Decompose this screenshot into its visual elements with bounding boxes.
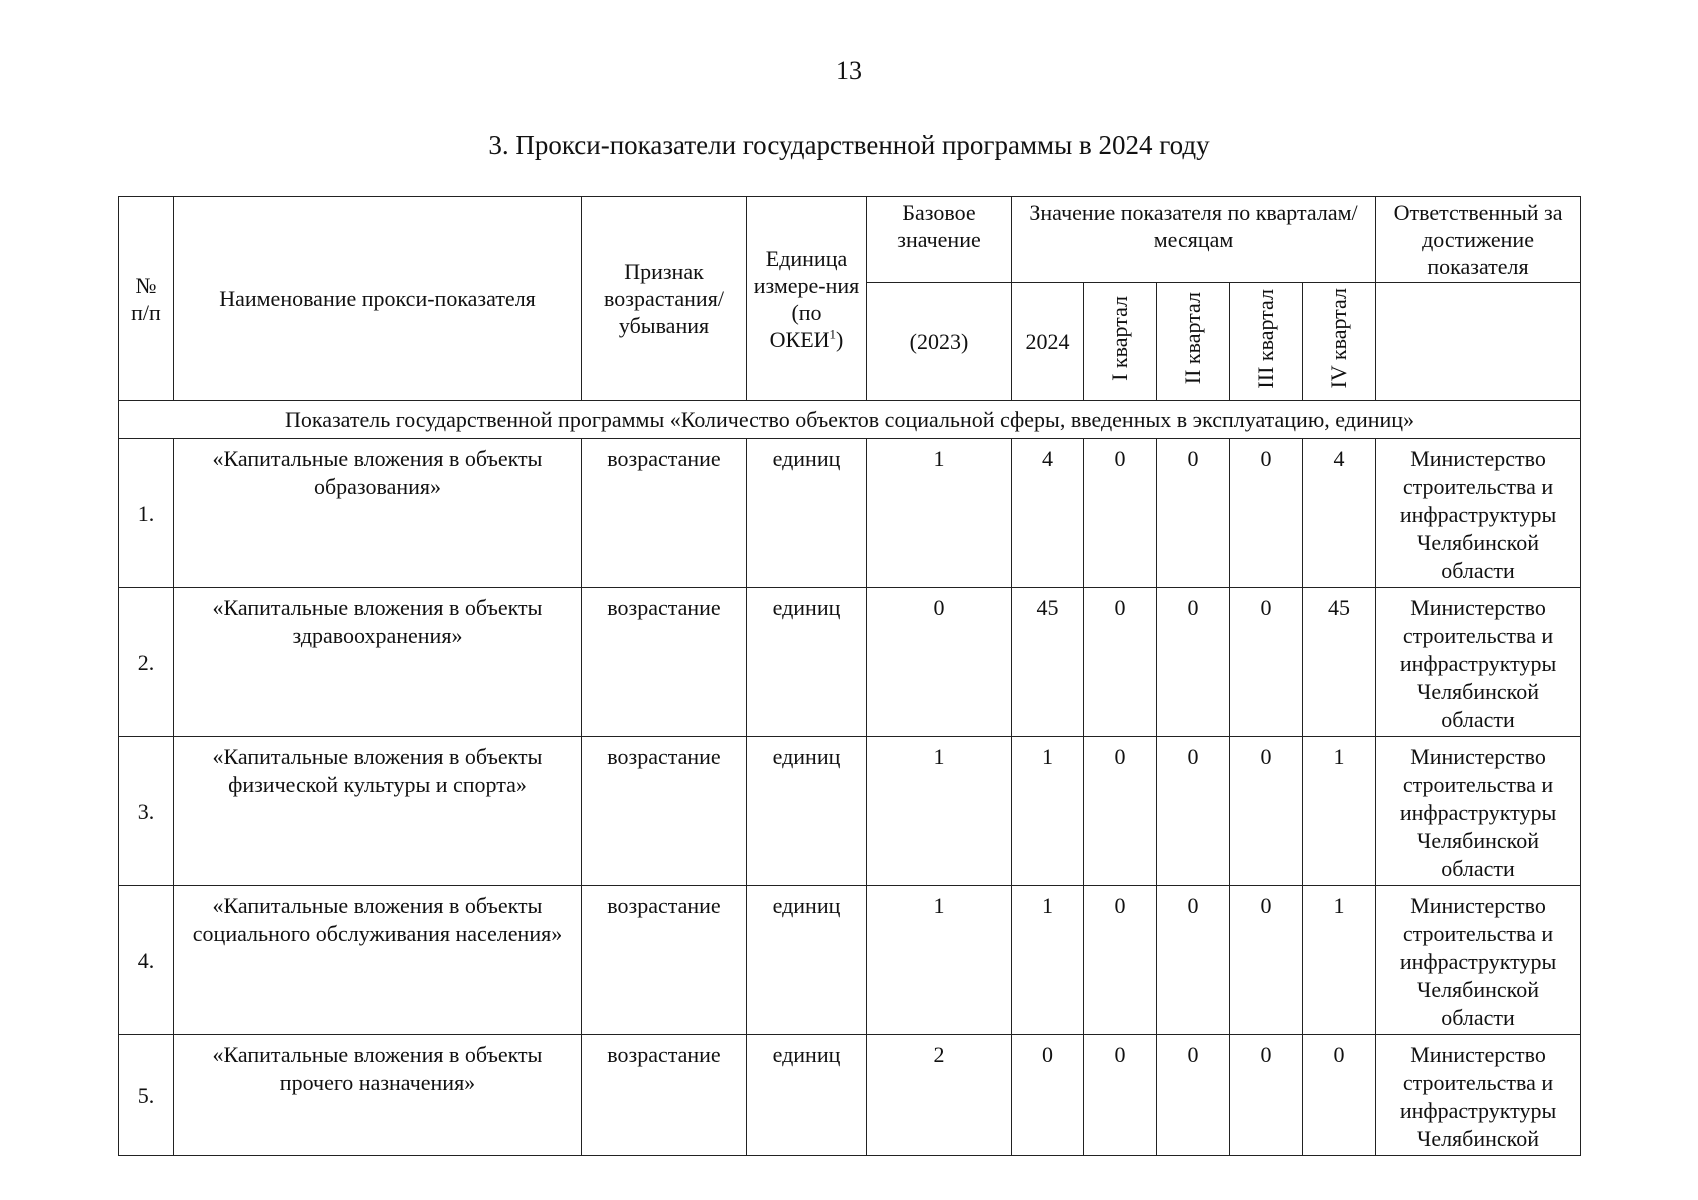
header-num: № п/п <box>119 197 174 401</box>
row-trend: возрастание <box>582 439 747 588</box>
row-q1: 0 <box>1084 886 1157 1035</box>
row-base: 1 <box>867 886 1012 1035</box>
header-q4-label: IV квартал <box>1326 288 1352 389</box>
row-num: 1. <box>119 439 174 588</box>
row-num: 4. <box>119 886 174 1035</box>
row-q2: 0 <box>1157 588 1230 737</box>
header-year: 2024 <box>1012 283 1084 401</box>
row-q3: 0 <box>1230 1035 1303 1156</box>
page-number: 13 <box>836 56 862 85</box>
header-unit-text: Единица измере-ния (по ОКЕИ <box>753 245 860 352</box>
row-responsible <box>1376 886 1581 1035</box>
row-q2: 0 <box>1157 439 1230 588</box>
header-name: Наименование прокси-показателя <box>174 197 582 401</box>
row-unit: единиц <box>747 886 867 1035</box>
row-unit: единиц <box>747 1035 867 1156</box>
row-name <box>174 886 582 1035</box>
row-base: 2 <box>867 1035 1012 1156</box>
row-base: 0 <box>867 588 1012 737</box>
row-q2: 0 <box>1157 1035 1230 1156</box>
row-trend: возрастание <box>582 588 747 737</box>
table-row <box>119 886 1581 1035</box>
row-q1: 0 <box>1084 737 1157 886</box>
row-unit: единиц <box>747 588 867 737</box>
header-unit-footnote: 1 <box>829 326 837 342</box>
row-trend: возрастание <box>582 886 747 1035</box>
row-q1: 0 <box>1084 439 1157 588</box>
row-year: 0 <box>1012 1035 1084 1156</box>
section-title: 3. Прокси-показатели государственной программы в 2024 году <box>488 130 1210 160</box>
header-trend: Признак возрастания/ убывания <box>582 197 747 401</box>
row-year: 45 <box>1012 588 1084 737</box>
row-q2: 0 <box>1157 886 1230 1035</box>
row-q1: 0 <box>1084 1035 1157 1156</box>
proxy-indicators-table <box>118 196 1581 1156</box>
row-name-text: «Капитальные вложения в объекты социального обслуживания населения» <box>192 893 563 946</box>
header-q1-label: I квартал <box>1107 296 1132 381</box>
row-num: 2. <box>119 588 174 737</box>
row-responsible-text: Министерство строительства и инфраструктуры Челябинской <box>1399 1042 1557 1151</box>
table-row <box>119 737 1581 886</box>
section-row <box>119 401 1581 439</box>
row-base: 1 <box>867 737 1012 886</box>
row-responsible-text: Министерство строительства и инфраструктуры Челябинской области <box>1399 893 1557 1030</box>
header-base: Базовое значение <box>867 197 1012 283</box>
row-name <box>174 588 582 737</box>
row-num: 3. <box>119 737 174 886</box>
row-q3: 0 <box>1230 737 1303 886</box>
row-q3: 0 <box>1230 439 1303 588</box>
row-name <box>174 1035 582 1156</box>
row-year: 1 <box>1012 737 1084 886</box>
header-base-year: (2023) <box>867 283 1012 401</box>
header-responsible-empty <box>1376 283 1581 401</box>
row-q4: 4 <box>1303 439 1376 588</box>
row-name <box>174 439 582 588</box>
row-responsible-text: Министерство строительства и инфраструктуры Челябинской области <box>1399 744 1557 881</box>
row-responsible-text: Министерство строительства и инфраструктуры Челябинской области <box>1399 446 1557 583</box>
table-row <box>119 439 1581 588</box>
row-responsible-text: Министерство строительства и инфраструктуры Челябинской области <box>1399 595 1557 732</box>
row-responsible <box>1376 588 1581 737</box>
header-q3-label: III квартал <box>1253 288 1278 389</box>
row-q4: 0 <box>1303 1035 1376 1156</box>
row-responsible <box>1376 737 1581 886</box>
row-q4: 1 <box>1303 886 1376 1035</box>
row-q4: 1 <box>1303 737 1376 886</box>
section-label: Показатель государственной программы «Количество объектов социальной сферы, введенных в эксплуатацию, единиц» <box>119 401 1581 439</box>
header-q3 <box>1230 283 1303 401</box>
row-q2: 0 <box>1157 737 1230 886</box>
row-name-text: «Капитальные вложения в объекты физической культуры и спорта» <box>212 744 543 797</box>
row-year: 1 <box>1012 886 1084 1035</box>
header-unit <box>747 197 867 401</box>
row-year: 4 <box>1012 439 1084 588</box>
row-unit: единиц <box>747 439 867 588</box>
header-values: Значение показателя по кварталам/месяцам <box>1012 197 1376 283</box>
row-responsible <box>1376 439 1581 588</box>
row-q4: 45 <box>1303 588 1376 737</box>
row-q3: 0 <box>1230 588 1303 737</box>
row-q1: 0 <box>1084 588 1157 737</box>
row-trend: возрастание <box>582 1035 747 1156</box>
header-responsible: Ответственный за достижение показателя <box>1376 197 1581 283</box>
header-q2-label: II квартал <box>1180 292 1205 385</box>
table-row <box>119 1035 1581 1156</box>
row-q3: 0 <box>1230 886 1303 1035</box>
row-base: 1 <box>867 439 1012 588</box>
header-unit-close: ) <box>836 326 844 352</box>
row-num: 5. <box>119 1035 174 1156</box>
row-trend: возрастание <box>582 737 747 886</box>
row-name-text: «Капитальные вложения в объекты прочего назначения» <box>212 1042 543 1095</box>
header-q2 <box>1157 283 1230 401</box>
header-q4 <box>1303 283 1376 401</box>
row-unit: единиц <box>747 737 867 886</box>
row-name-text: «Капитальные вложения в объекты образования» <box>212 446 543 499</box>
table-row <box>119 588 1581 737</box>
row-responsible <box>1376 1035 1581 1156</box>
row-name <box>174 737 582 886</box>
row-name-text: «Капитальные вложения в объекты здравоохранения» <box>212 595 543 648</box>
header-q1 <box>1084 283 1157 401</box>
